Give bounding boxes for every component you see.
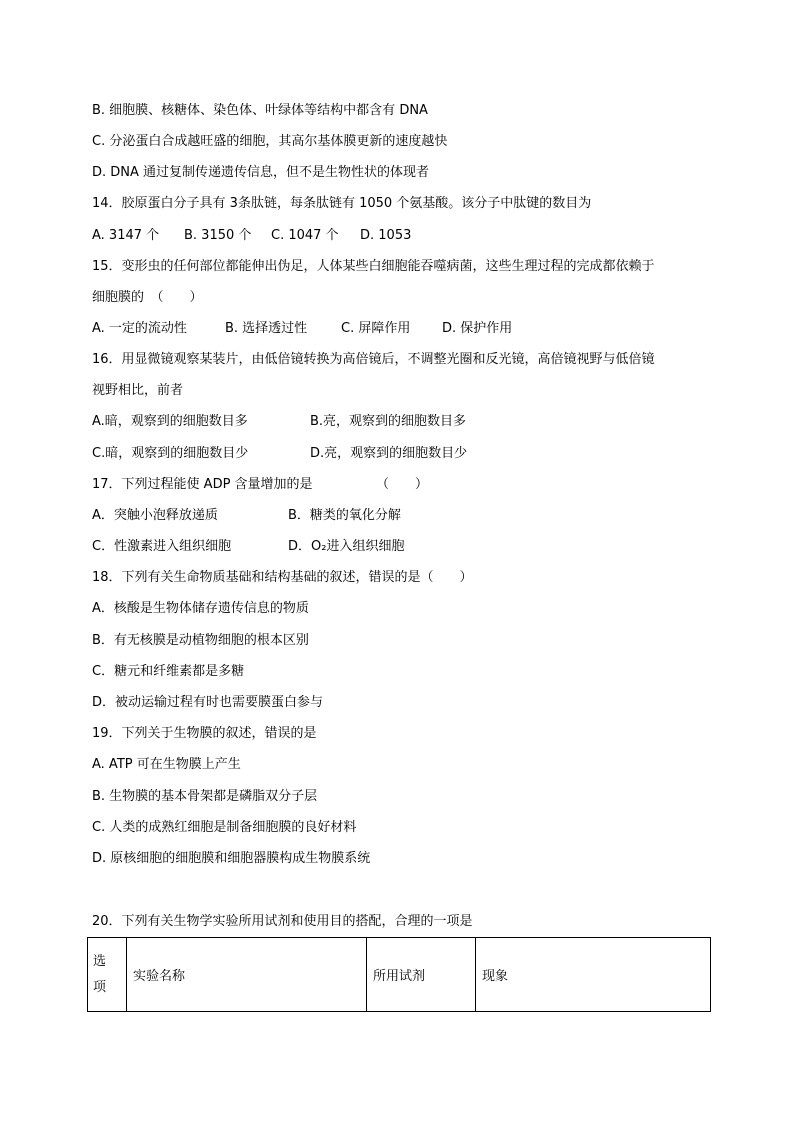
q17-options-row1 [92,507,401,525]
q14-stem: 14．胶原蛋白分子具有 3条肽链，每条肽链有 1050 个氨基酸。该分子中肽键的数目为 [92,196,592,211]
q17-stem-text: 17．下列过程能使 ADP 含量增加的是 [92,477,313,492]
q18-stem: 18．下列有关生命物质基础和结构基础的叙述，错误的是（ ） [92,570,473,585]
q15-option-d: D. 保护作用 [442,321,513,336]
q14-option-b: B. 3150 个 [184,228,252,243]
q18-option-a: A．核酸是生物体储存遗传信息的物质 [92,601,309,616]
q13-option-d: D. DNA 通过复制传递遗传信息，但不是生物性状的体现者 [92,165,430,180]
q18-option-d: D．被动运输过程有时也需要膜蛋白参与 [92,695,324,710]
q15-stem-line2: 细胞膜的 （ ） [92,290,203,305]
q16-stem-line2: 视野相比，前者 [92,383,184,398]
q16-stem-line1: 16．用显微镜观察某装片，由低倍镜转换为高倍镜后，不调整光圈和反光镜，高倍镜视野与低倍镜 [92,352,655,367]
q15-option-b: B. 选择透过性 [225,321,308,336]
q14-option-d: D. 1053 [360,228,412,243]
q20-table [87,937,711,1012]
q15-option-a: A. 一定的流动性 [92,321,187,336]
q17-option-d: D．O₂进入组织细胞 [288,539,405,554]
q19-option-a: A. ATP 可在生物膜上产生 [92,757,241,772]
table-header-option: 选项 [88,938,127,1012]
q16-option-c: C.暗，观察到的细胞数目少 [92,446,249,461]
q18-option-c: C．糖元和纤维素都是多糖 [92,664,245,679]
q20-stem: 20．下列有关生物学实验所用试剂和使用目的搭配，合理的一项是 [92,914,473,929]
q14-options [92,227,411,245]
table-header-phenomenon: 现象 [476,938,711,1012]
q19-option-b: B. 生物膜的基本骨架都是磷脂双分子层 [92,789,318,804]
q19-option-d: D. 原核细胞的细胞膜和细胞器膜构成生物膜系统 [92,851,371,866]
q16-option-a: A.暗，观察到的细胞数目多 [92,414,248,429]
q16-options-row1 [92,413,466,431]
q15-option-c: C. 屏障作用 [341,321,411,336]
q16-option-b: B.亮，观察到的细胞数目多 [310,414,467,429]
q14-option-c: C. 1047 个 [271,228,339,243]
q18-option-b: B．有无核膜是动植物细胞的根本区别 [92,633,309,648]
q15-options [92,320,512,338]
q17-stem [92,476,428,494]
table-header-experiment: 实验名称 [127,938,367,1012]
q17-options-row2 [92,538,404,556]
q16-options-row2 [92,445,467,463]
q17-option-b: B．糖类的氧化分解 [288,508,401,523]
q19-option-c: C. 人类的成熟红细胞是制备细胞膜的良好材料 [92,820,357,835]
table-row [88,938,711,1012]
q15-stem-line1: 15．变形虫的任何部位都能伸出伪足，人体某些白细胞能吞噬病菌，这些生理过程的完成都依赖于 [92,259,655,274]
q19-stem: 19．下列关于生物膜的叙述，错误的是 [92,726,317,741]
q16-option-d: D.亮，观察到的细胞数目少 [310,446,468,461]
q17-answer-paren: （ ） [376,477,429,492]
q13-option-b: B. 细胞膜、核糖体、染色体、叶绿体等结构中都含有 DNA [92,103,428,118]
q17-option-c: C．性激素进入组织细胞 [92,539,232,554]
q14-option-a: A. 3147 个 [92,228,160,243]
table-header-reagent: 所用试剂 [367,938,476,1012]
q17-option-a: A．突触小泡释放递质 [92,508,218,523]
q13-option-c: C. 分泌蛋白合成越旺盛的细胞，其高尔基体膜更新的速度越快 [92,134,448,149]
